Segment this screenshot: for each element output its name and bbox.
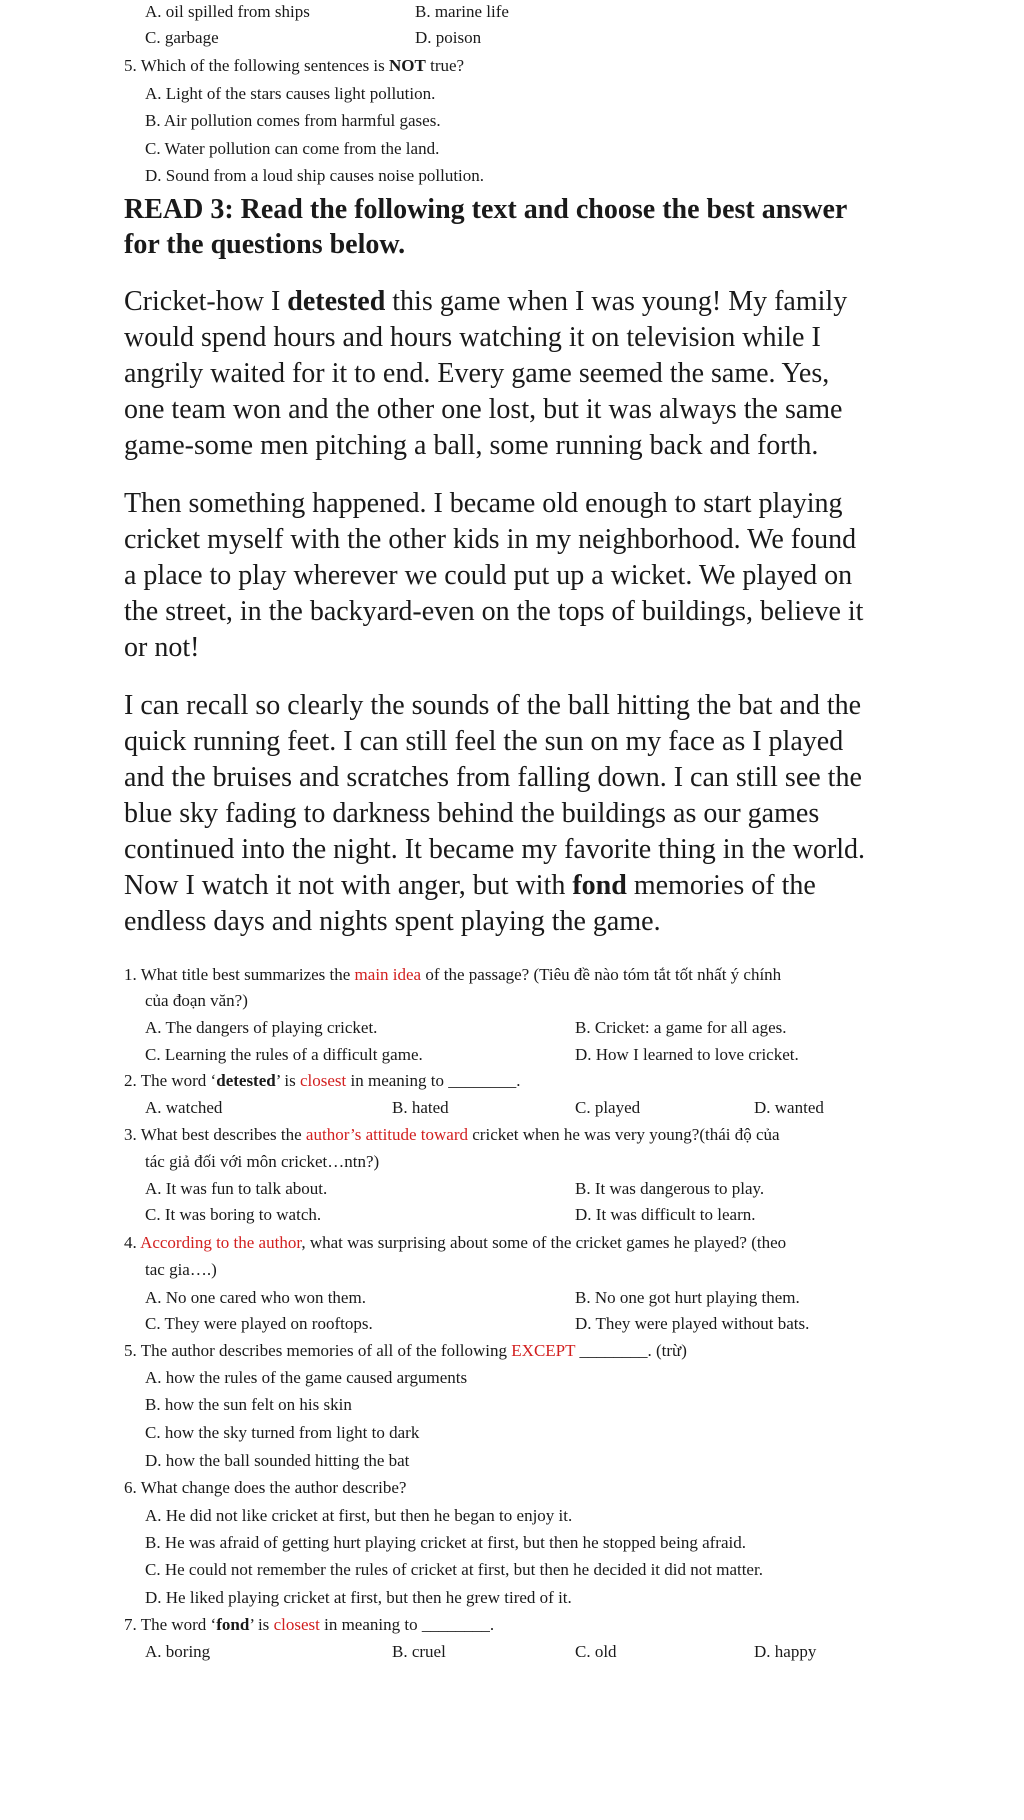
question-5-option-a[interactable]: A. how the rules of the game caused arguments xyxy=(145,1368,468,1387)
question-1-option-d[interactable]: D. How I learned to love cricket. xyxy=(575,1045,799,1064)
question-5-option-c[interactable]: C. how the sky turned from light to dark xyxy=(145,1423,420,1442)
question-5-option-b[interactable]: B. how the sun felt on his skin xyxy=(145,1395,352,1414)
question-7-stem: 7. The word ‘fond’ is closest in meaning to ________. xyxy=(124,1615,495,1634)
question-4-option-a[interactable]: A. No one cared who won them. xyxy=(145,1288,366,1307)
question-1-stem: 1. What title best summarizes the main idea of the passage? (Tiêu đề nào tóm tắt tốt nhất ý chính xyxy=(124,965,782,984)
prev-q5-option-d[interactable]: D. Sound from a loud ship causes noise pollution. xyxy=(145,166,485,185)
prev-q4-option-c[interactable]: C. garbage xyxy=(145,28,219,47)
question-6-option-b[interactable]: B. He was afraid of getting hurt playing cricket at first, but then he stopped being afraid. xyxy=(145,1533,746,1552)
prev-q5-stem: 5. Which of the following sentences is NOT true? xyxy=(124,56,465,75)
question-3-stem: 3. What best describes the author’s attitude toward cricket when he was very young?(thái độ của xyxy=(124,1125,780,1144)
prev-q5-option-c[interactable]: C. Water pollution can come from the land. xyxy=(145,139,440,158)
question-3-option-b[interactable]: B. It was dangerous to play. xyxy=(575,1179,765,1198)
question-7-option-a[interactable]: A. boring xyxy=(145,1642,211,1661)
question-1-option-a[interactable]: A. The dangers of playing cricket. xyxy=(145,1018,378,1037)
passage-paragraph-3: I can recall so clearly the sounds of the ball hitting the bat and the quick running feet. I can still feel the sun on my face as I played and the bruises and scratches from falling down. I can still see the blue sky fading to darkness behind the buildings as our games continued into the night. It became my favorite thing in the world. Now I watch it not with anger, but with fond memories of the endless days and nights spent playing the game. xyxy=(124,690,866,937)
question-6-option-a[interactable]: A. He did not like cricket at first, but then he began to enjoy it. xyxy=(145,1506,573,1525)
question-1-option-b[interactable]: B. Cricket: a game for all ages. xyxy=(575,1018,787,1037)
question-2-option-b[interactable]: B. hated xyxy=(392,1098,449,1117)
question-4-option-d[interactable]: D. They were played without bats. xyxy=(575,1314,810,1333)
prev-q4-option-d[interactable]: D. poison xyxy=(415,28,482,47)
read3-heading xyxy=(124,192,954,262)
question-2-option-c[interactable]: C. played xyxy=(575,1098,641,1117)
question-4-option-c[interactable]: C. They were played on rooftops. xyxy=(145,1314,373,1333)
question-6-stem: 6. What change does the author describe? xyxy=(124,1478,407,1497)
prev-q5-option-a[interactable]: A. Light of the stars causes light pollution. xyxy=(145,84,436,103)
question-6-option-d[interactable]: D. He liked playing cricket at first, but then he grew tired of it. xyxy=(145,1588,572,1607)
prev-q4-option-a[interactable]: A. oil spilled from ships xyxy=(145,2,310,21)
question-3-option-c[interactable]: C. It was boring to watch. xyxy=(145,1205,322,1224)
question-4-stem-cont: tac gia….) xyxy=(145,1260,217,1279)
question-2-option-a[interactable]: A. watched xyxy=(145,1098,223,1117)
question-1-stem-cont: của đoạn văn?) xyxy=(145,991,248,1010)
question-4-stem: 4. According to the author, what was surprising about some of the cricket games he played? (theo xyxy=(124,1233,787,1252)
question-7-option-d[interactable]: D. happy xyxy=(754,1642,817,1661)
question-3-stem-cont: tác giả đối với môn cricket…ntn?) xyxy=(145,1152,380,1171)
question-4-option-b[interactable]: B. No one got hurt playing them. xyxy=(575,1288,800,1307)
question-2-option-d[interactable]: D. wanted xyxy=(754,1098,824,1117)
question-7-option-c[interactable]: C. old xyxy=(575,1642,617,1661)
question-2-stem: 2. The word ‘detested’ is closest in meaning to ________. xyxy=(124,1071,521,1090)
question-7-option-b[interactable]: B. cruel xyxy=(392,1642,446,1661)
passage-paragraph-1: Cricket-how I detested this game when I was young! My family would spend hours and hours watching it on television while I angrily waited for it to end. Every game seemed the same. Yes, one team won and the other one lost, but it was always the same game-some men pitching a ball, some running back and forth. xyxy=(124,286,848,461)
prev-q5-option-b[interactable]: B. Air pollution comes from harmful gases. xyxy=(145,111,441,130)
question-3-option-d[interactable]: D. It was difficult to learn. xyxy=(575,1205,756,1224)
question-5-stem: 5. The author describes memories of all of the following EXCEPT ________. (trừ) xyxy=(124,1341,687,1360)
question-5-option-d[interactable]: D. how the ball sounded hitting the bat xyxy=(145,1451,410,1470)
prev-q4-option-b[interactable]: B. marine life xyxy=(415,2,509,21)
read3-heading-line1: READ 3: Read the following text and choose the best answer xyxy=(124,194,848,225)
read3-heading-line2: for the questions below. xyxy=(124,229,406,260)
question-6-option-c[interactable]: C. He could not remember the rules of cricket at first, but then he decided it did not matter. xyxy=(145,1560,763,1579)
passage-paragraph-2: Then something happened. I became old enough to start playing cricket myself with the other kids in my neighborhood. We found a place to play wherever we could put up a wicket. We played on the street, in the backyard-even on the tops of buildings, believe it or not! xyxy=(124,488,864,663)
question-1-option-c[interactable]: C. Learning the rules of a difficult game. xyxy=(145,1045,423,1064)
question-3-option-a[interactable]: A. It was fun to talk about. xyxy=(145,1179,328,1198)
